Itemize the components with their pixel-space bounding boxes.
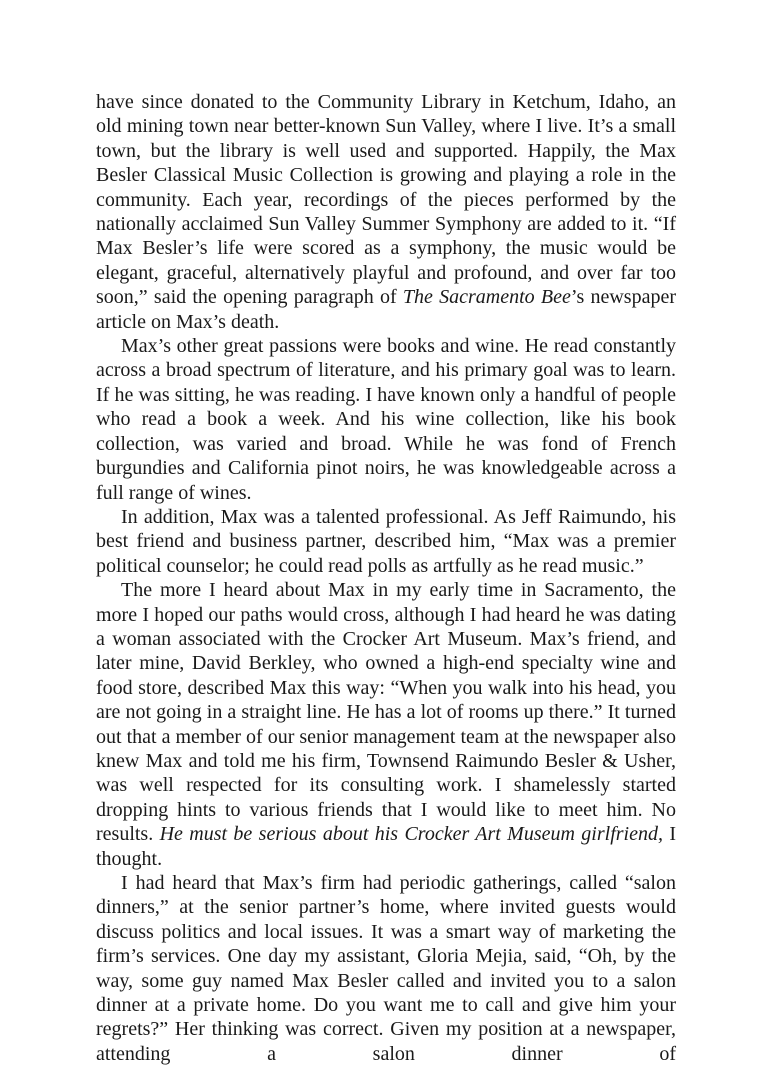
newspaper-title: The Sacramento Bee xyxy=(402,286,571,309)
paragraph-text: I thought. xyxy=(96,823,676,870)
paragraph-text: The more I heard about Max in my early time in Sacramento, the more I hoped our paths would cross, although I had heard he was dating a woman associated with the Crocker Art Museum. Max’s friend, and later mine, David Berkley, who owned a high-end specialty wine and food store, described Max this way: “When you walk into his head, you are not going in a straight line. He has a lot of rooms up there.” It turned out that a member of our senior management team at the newspaper also knew Max and told me his firm, Townsend Raimundo Besler & Usher, was well respected for its consulting work. I shamelessly started dropping hints to various friends that I would like to meet him. No results. xyxy=(96,579,676,846)
paragraph-text: have since donated to the Community Library in Ketchum, Idaho, an old mining town near better-known Sun Valley, where I live. It’s a small town, but the library is well used and supported. Happily, the Max Besler Classical Music Collection is growing and playing a role in the community. Each year, recordings of the pieces performed by the nationally acclaimed Sun Valley Summer Symphony are added to it. “If Max Besler’s life were scored as a symphony, the music would be elegant, graceful, alternatively playful and profound, and over far too soon,” said the opening paragraph of xyxy=(96,91,676,309)
italic-thought: He must be serious about his Crocker Art Museum girlfriend, xyxy=(159,823,663,846)
paragraph-text: ’s newspaper article on Max’s death. xyxy=(96,286,676,333)
paragraph-library-donation xyxy=(96,90,676,334)
paragraph-talented-professional xyxy=(96,505,676,578)
paragraph-text: In addition, Max was a talented professional. As Jeff Raimundo, his best friend and business partner, described him, “Max was a premier political counselor; he could read polls as artfully as he read music.” xyxy=(96,505,676,577)
paragraph-salon-dinners xyxy=(96,871,676,1066)
paragraph-text: I had heard that Max’s firm had periodic gatherings, called “salon dinners,” at the senior partner’s home, where invited guests would discuss politics and local issues. It was a smart way of marketing the firm’s services. One day my assistant, Gloria Mejia, said, “Oh, by the way, some guy named Max Besler called and invited you to a salon dinner at a private home. Do you want me to call and give him your regrets?” Her thinking was correct. Given my position at a newspaper, attending a salon dinner of xyxy=(96,872,676,1065)
book-page xyxy=(96,90,676,1066)
paragraph-text: Max’s other great passions were books and wine. He read constantly across a broad spectrum of literature, and his primary goal was to learn. If he was sitting, he was reading. I have known only a handful of people who read a book a week. And his wine collection, like his book collection, was varied and broad. While he was fond of French burgundies and California pinot noirs, he was knowledgeable across a full range of wines. xyxy=(96,335,676,504)
paragraph-books-and-wine xyxy=(96,334,676,505)
paragraph-paths-cross xyxy=(96,578,676,871)
